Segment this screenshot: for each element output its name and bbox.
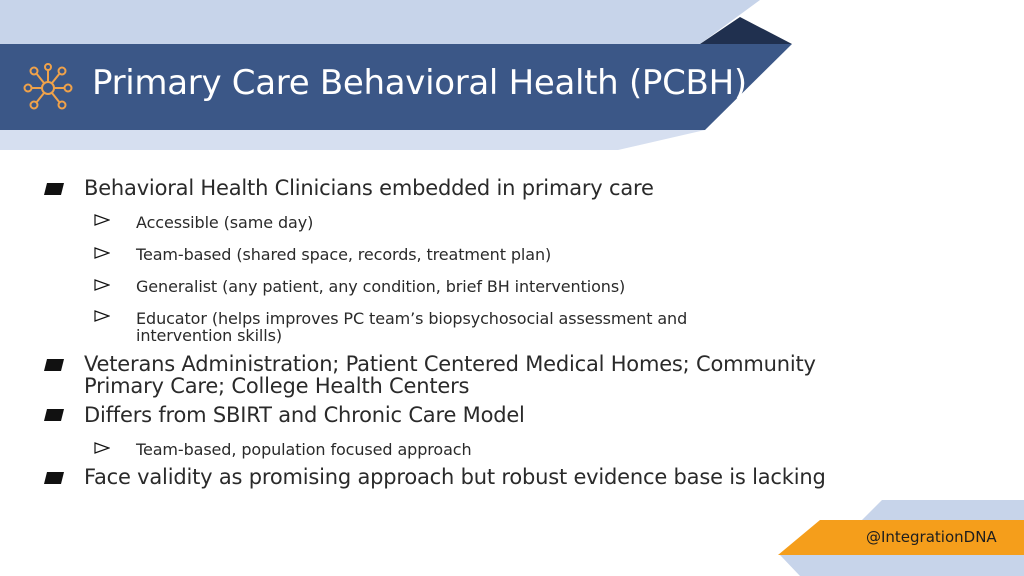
twitter-handle: @IntegrationDNA: [866, 528, 997, 546]
bullet-icon: [44, 409, 64, 421]
slide-title: Primary Care Behavioral Health (PCBH): [92, 63, 747, 103]
sub-item-1-1: Accessible (same day): [136, 213, 314, 232]
bullet-icon: [44, 359, 64, 371]
sub-item-1-4: Educator (helps improves PC team’s biopsychosocial assessment and intervention skills): [136, 309, 688, 345]
bullet-item-1: Behavioral Health Clinicians embedded in primary care: [84, 176, 654, 200]
bullet-icon: [44, 472, 64, 484]
bullet-icon: [44, 183, 64, 195]
arrow-bullet-icon: [94, 310, 110, 322]
bullet-item-2: Veterans Administration; Patient Centered Medical Homes; Community Primary Care; College Health Centers: [84, 352, 816, 398]
arrow-bullet-icon: [94, 442, 110, 454]
arrow-bullet-icon: [94, 214, 110, 226]
bullet-item-3: Differs from SBIRT and Chronic Care Model: [84, 403, 525, 427]
arrow-bullet-icon: [94, 247, 110, 259]
sub-item-3-1: Team-based, population focused approach: [136, 440, 472, 459]
sub-item-1-2: Team-based (shared space, records, treatment plan): [136, 245, 552, 264]
sub-item-1-3: Generalist (any patient, any condition, brief BH interventions): [136, 277, 626, 296]
bullet-item-4: Face validity as promising approach but robust evidence base is lacking: [84, 465, 826, 489]
arrow-bullet-icon: [94, 279, 110, 291]
